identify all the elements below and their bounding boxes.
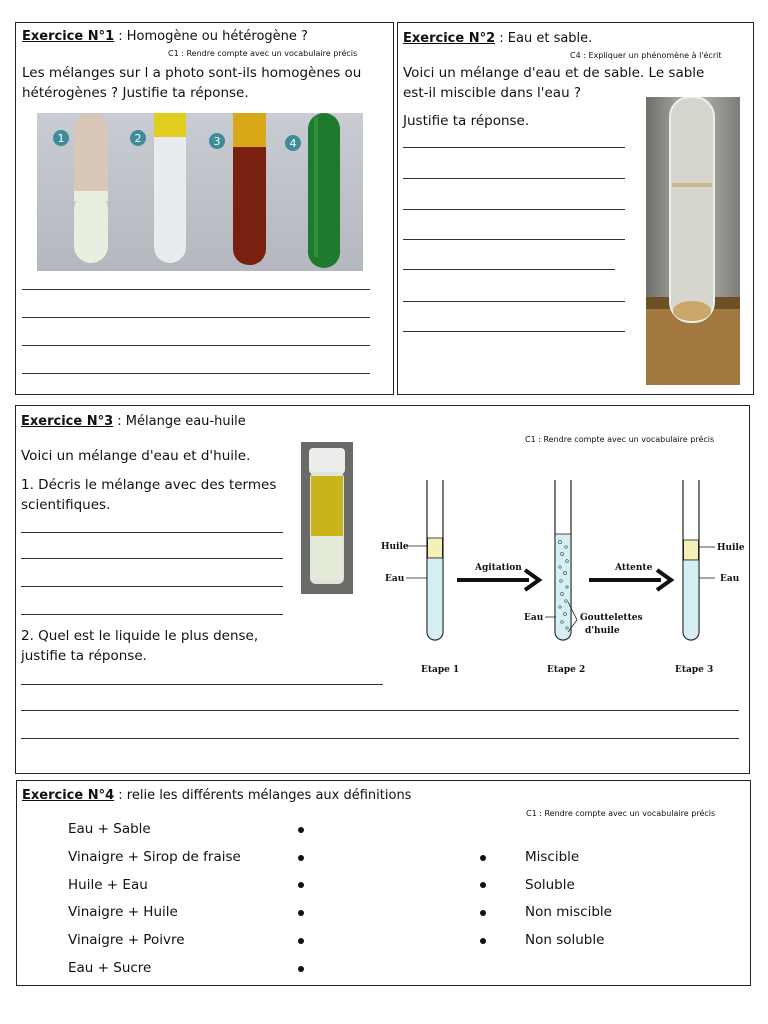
answer-line[interactable]	[21, 614, 283, 615]
label-step-2: Etape 2	[547, 665, 586, 675]
answer-line[interactable]	[21, 558, 283, 559]
answer-line[interactable]	[403, 147, 625, 148]
label-water-right: Eau	[720, 574, 740, 584]
exercise-2-title: Exercice N°2	[403, 31, 496, 46]
exercise-2-question-line-3: Justifie ta réponse.	[403, 113, 530, 129]
answer-line[interactable]	[21, 586, 283, 587]
definition-connector-dot[interactable]	[480, 938, 486, 944]
answer-line[interactable]	[22, 289, 370, 290]
tube-number-2	[130, 130, 146, 146]
exercise-3-competence: C1 : Rendre compte avec un vocabulaire précis	[525, 435, 715, 444]
mixture-item: Vinaigre + Huile	[68, 904, 178, 920]
oil-water-diagram	[379, 472, 747, 694]
label-droplets-line-2: d'huile	[585, 626, 620, 636]
mixture-connector-dot[interactable]	[298, 827, 304, 833]
exercise-4-subtitle: : relie les différents mélanges aux définitions	[114, 788, 412, 803]
label-water-middle: Eau	[524, 613, 544, 623]
exercise-3-subtitle: : Mélange eau-huile	[113, 414, 246, 429]
exercise-2-competence: C4 : Expliquer un phénomène à l'écrit	[570, 51, 722, 60]
answer-line[interactable]	[21, 532, 283, 533]
svg-text:4: 4	[289, 137, 297, 150]
answer-line[interactable]	[403, 239, 625, 240]
exercise-1-box	[15, 22, 394, 395]
tube-number-1	[53, 130, 69, 146]
exercise-1-subtitle: : Homogène ou hétérogène ?	[114, 29, 308, 44]
label-oil-left: Huile	[381, 542, 409, 552]
answer-line[interactable]	[22, 317, 370, 318]
label-attente: Attente	[615, 563, 653, 573]
answer-line[interactable]	[21, 738, 739, 739]
tube-step-2	[555, 480, 571, 640]
oil-water-vial-photo	[301, 442, 353, 594]
tube-step-1	[427, 480, 443, 640]
definition-connector-dot[interactable]	[480, 855, 486, 861]
answer-line[interactable]	[21, 710, 739, 711]
definition-connector-dot[interactable]	[480, 910, 486, 916]
svg-text:2: 2	[134, 132, 142, 145]
exercise-2-box	[397, 22, 754, 395]
label-step-1: Etape 1	[421, 665, 460, 675]
exercise-2-question-line-1: Voici un mélange d'eau et de sable. Le sable	[403, 65, 705, 81]
exercise-3-q1-line-2: scientifiques.	[21, 497, 111, 513]
label-oil-right: Huile	[717, 543, 745, 553]
answer-line[interactable]	[403, 331, 625, 332]
label-water-left: Eau	[385, 574, 405, 584]
exercise-2-question-line-2: est-il miscible dans l'eau ?	[403, 85, 582, 101]
exercise-2-heading	[403, 31, 592, 46]
label-step-3: Etape 3	[675, 665, 714, 675]
answer-line[interactable]	[22, 345, 370, 346]
exercise-3-box	[15, 405, 750, 774]
sand-water-tube-photo	[646, 97, 740, 385]
mixture-connector-dot[interactable]	[298, 882, 304, 888]
mixture-item: Eau + Sucre	[68, 960, 152, 976]
answer-line[interactable]	[21, 684, 383, 685]
exercise-4-competence: C1 : Rendre compte avec un vocabulaire précis	[526, 809, 716, 818]
mixture-item: Vinaigre + Poivre	[68, 932, 185, 948]
label-droplets-line-1: Gouttelettes	[580, 613, 643, 623]
exercise-3-q2-line-2: justifie ta réponse.	[21, 648, 147, 664]
mixture-connector-dot[interactable]	[298, 855, 304, 861]
svg-text:1: 1	[57, 132, 65, 145]
exercise-2-subtitle: : Eau et sable.	[495, 31, 593, 46]
exercise-1-competence: C1 : Rendre compte avec un vocabulaire précis	[168, 49, 358, 58]
mixture-item: Huile + Eau	[68, 877, 148, 893]
mixture-connector-dot[interactable]	[298, 938, 304, 944]
exercise-3-title: Exercice N°3	[21, 414, 114, 429]
exercise-3-q1-line-1: 1. Décris le mélange avec des termes	[21, 477, 277, 493]
exercise-1-heading	[22, 29, 308, 44]
answer-line[interactable]	[403, 178, 625, 179]
exercise-3-heading	[21, 414, 246, 429]
exercise-3-q2-line-1: 2. Quel est le liquide le plus dense,	[21, 628, 259, 644]
definition-item: Soluble	[525, 877, 575, 893]
exercise-1-title: Exercice N°1	[22, 29, 115, 44]
answer-line[interactable]	[22, 373, 370, 374]
tube-number-3	[209, 133, 225, 149]
exercise-4-heading	[22, 788, 411, 803]
tube-step-3	[683, 480, 699, 640]
mixture-item: Vinaigre + Sirop de fraise	[68, 849, 241, 865]
exercise-3-intro: Voici un mélange d'eau et d'huile.	[21, 448, 251, 464]
mixture-item: Eau + Sable	[68, 821, 151, 837]
definition-connector-dot[interactable]	[480, 882, 486, 888]
label-agitation: Agitation	[475, 563, 522, 573]
exercise-1-question-line-2: hétérogènes ? Justifie ta réponse.	[22, 85, 249, 101]
answer-line[interactable]	[403, 209, 625, 210]
answer-line[interactable]	[403, 301, 625, 302]
definition-item: Non miscible	[525, 904, 612, 920]
answer-line[interactable]	[403, 269, 615, 270]
svg-text:3: 3	[213, 135, 221, 148]
tube-number-4	[285, 135, 301, 151]
exercise-4-title: Exercice N°4	[22, 788, 115, 803]
definition-item: Miscible	[525, 849, 580, 865]
mixture-connector-dot[interactable]	[298, 966, 304, 972]
exercise-1-question-line-1: Les mélanges sur l a photo sont-ils homogènes ou	[22, 65, 362, 81]
definition-item: Non soluble	[525, 932, 605, 948]
mixture-connector-dot[interactable]	[298, 910, 304, 916]
exercise-1-tubes-photo	[37, 113, 363, 271]
exercise-4-box	[16, 780, 751, 986]
